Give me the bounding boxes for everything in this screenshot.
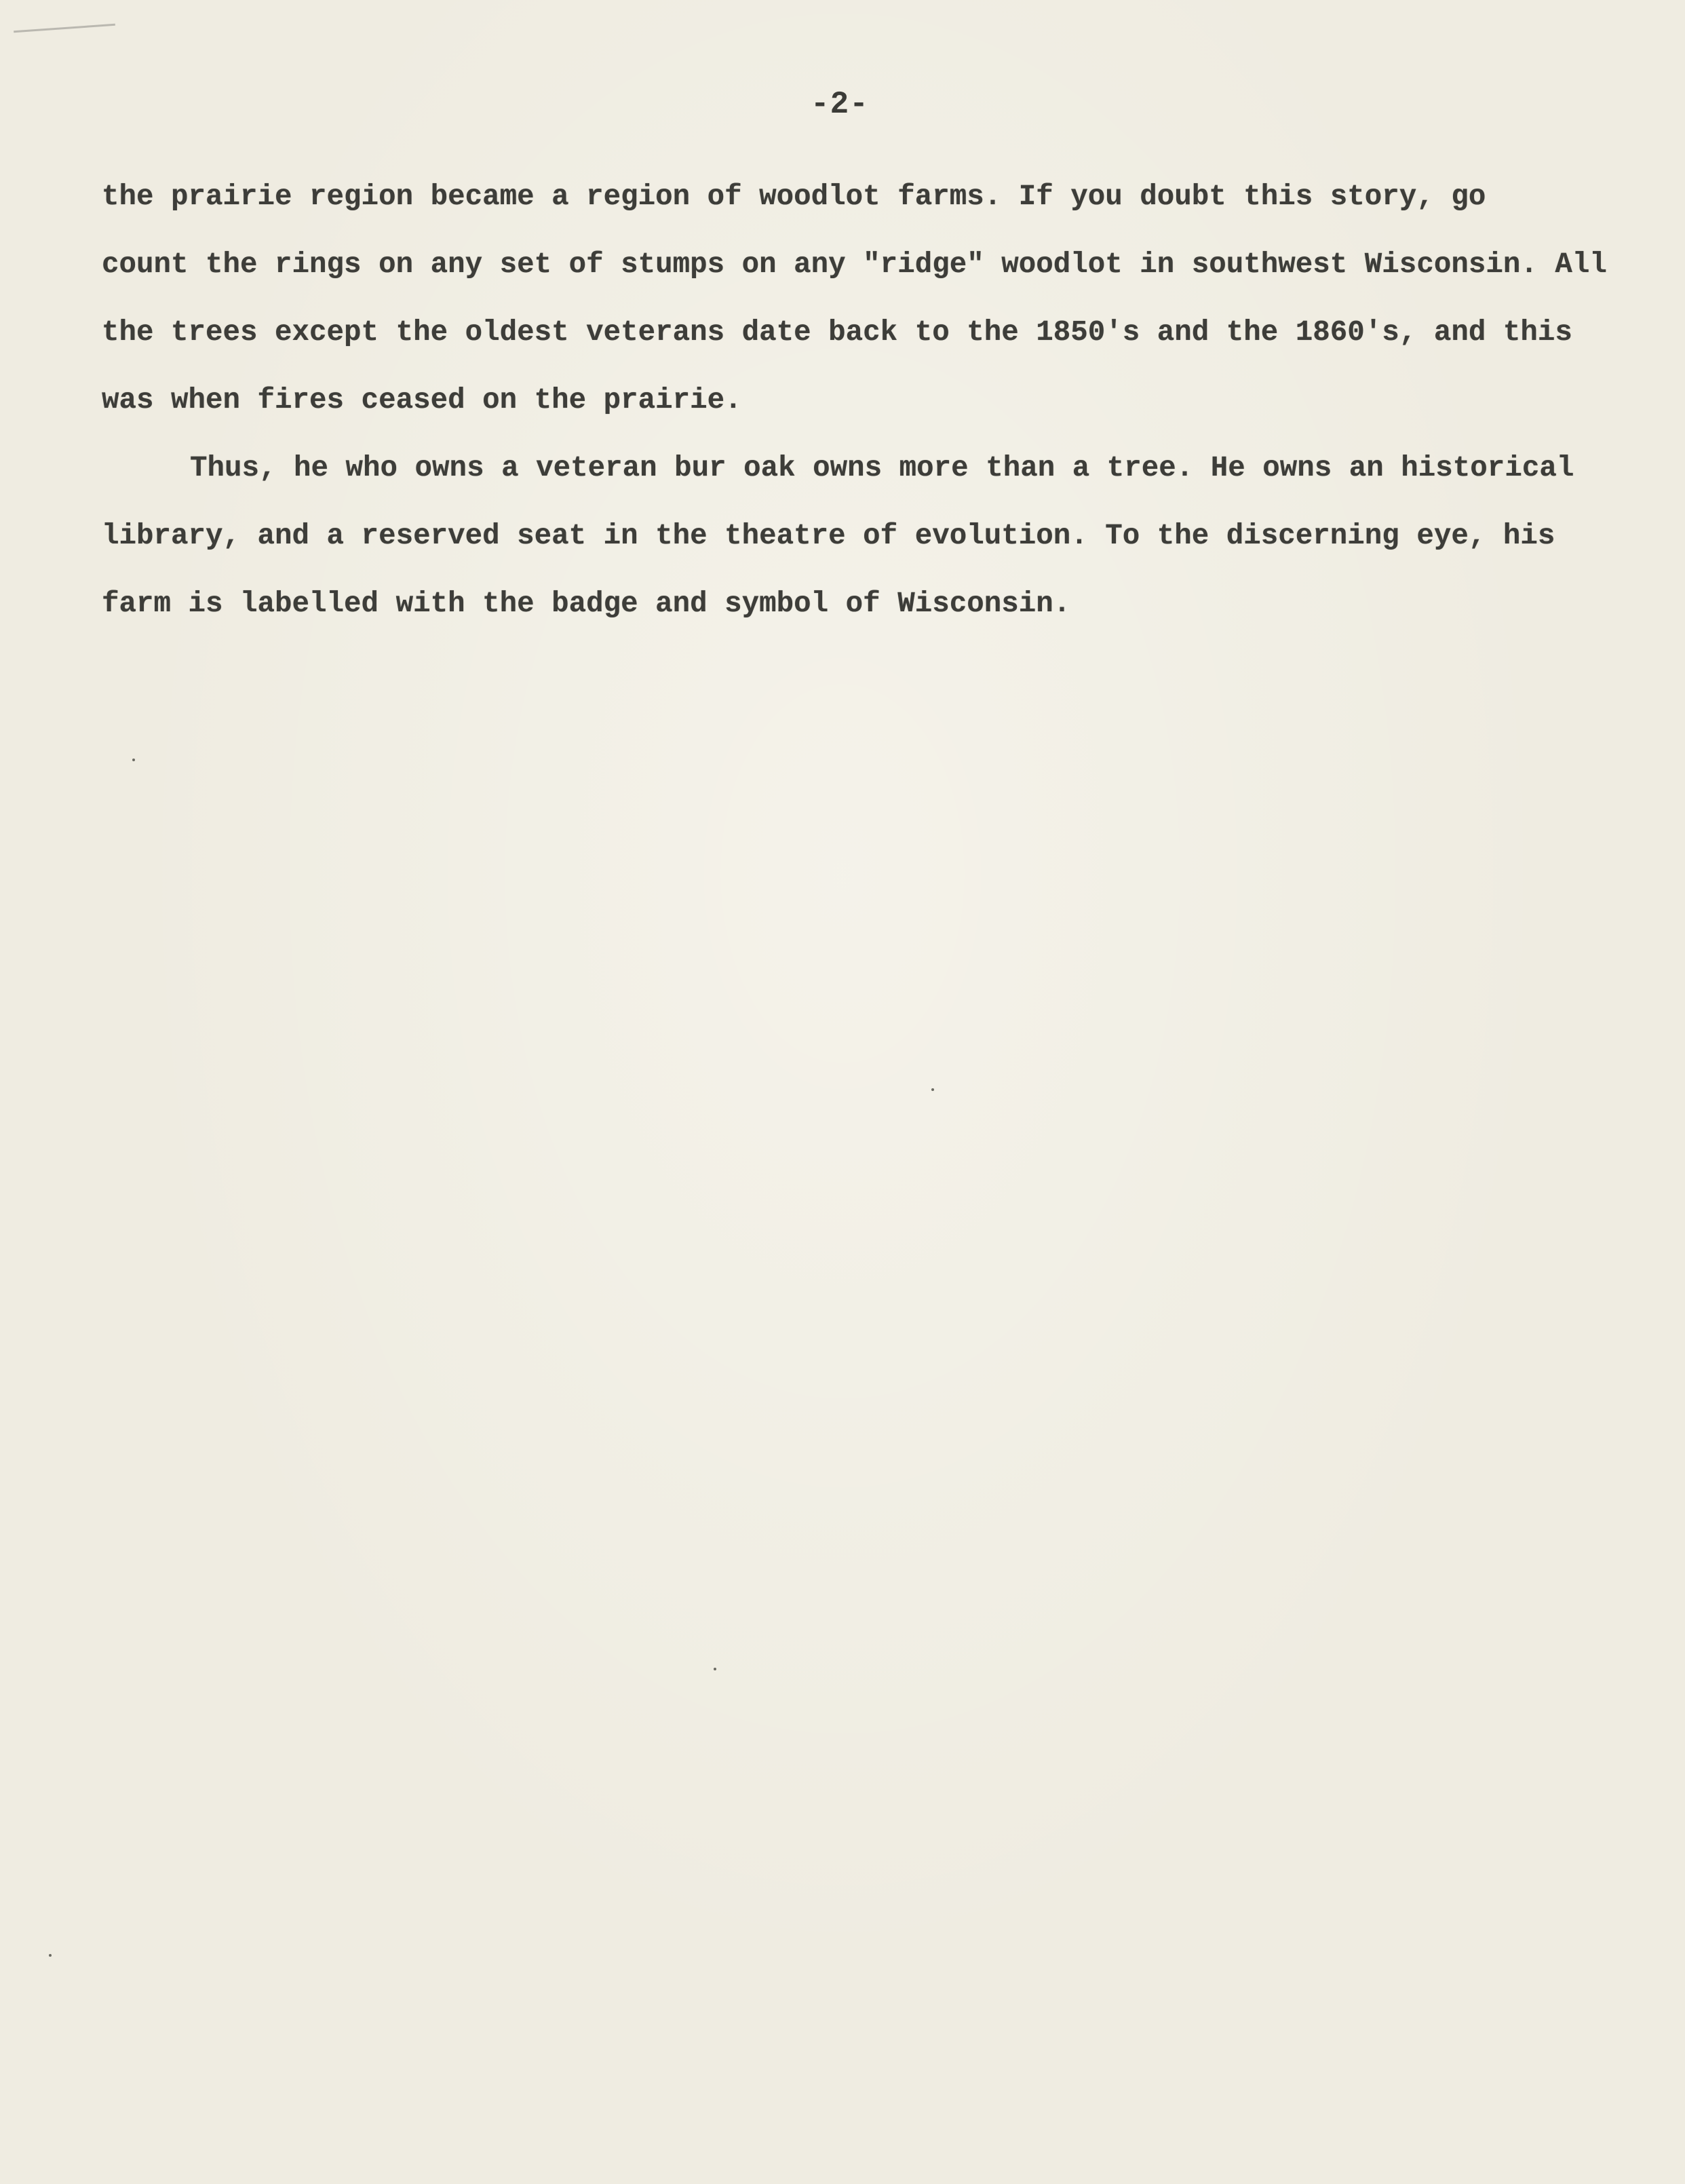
paper-mark (14, 24, 115, 33)
page-number: -2- (811, 87, 869, 122)
text-line: was when fires ceased on the prairie. (102, 384, 742, 417)
paper-speck (132, 759, 135, 761)
text-line: count the rings on any set of stumps on any "ridge" woodlot in southwest Wisconsin. All (102, 248, 1607, 281)
text-line: Thus, he who owns a veteran bur oak owns more than a tree. He owns an historical (190, 452, 1574, 484)
paper-speck (714, 1668, 716, 1670)
text-line: the prairie region became a region of woodlot farms. If you doubt this story, go (102, 180, 1486, 213)
text-line: library, and a reserved seat in the theatre of evolution. To the discerning eye, his (102, 520, 1555, 552)
paper-speck (931, 1088, 934, 1091)
paper-speck (49, 1954, 52, 1957)
text-line: farm is labelled with the badge and symbol of Wisconsin. (102, 588, 1071, 620)
text-line: the trees except the oldest veterans date back to the 1850's and the 1860's, and this (102, 316, 1572, 349)
body-text (102, 163, 1614, 638)
